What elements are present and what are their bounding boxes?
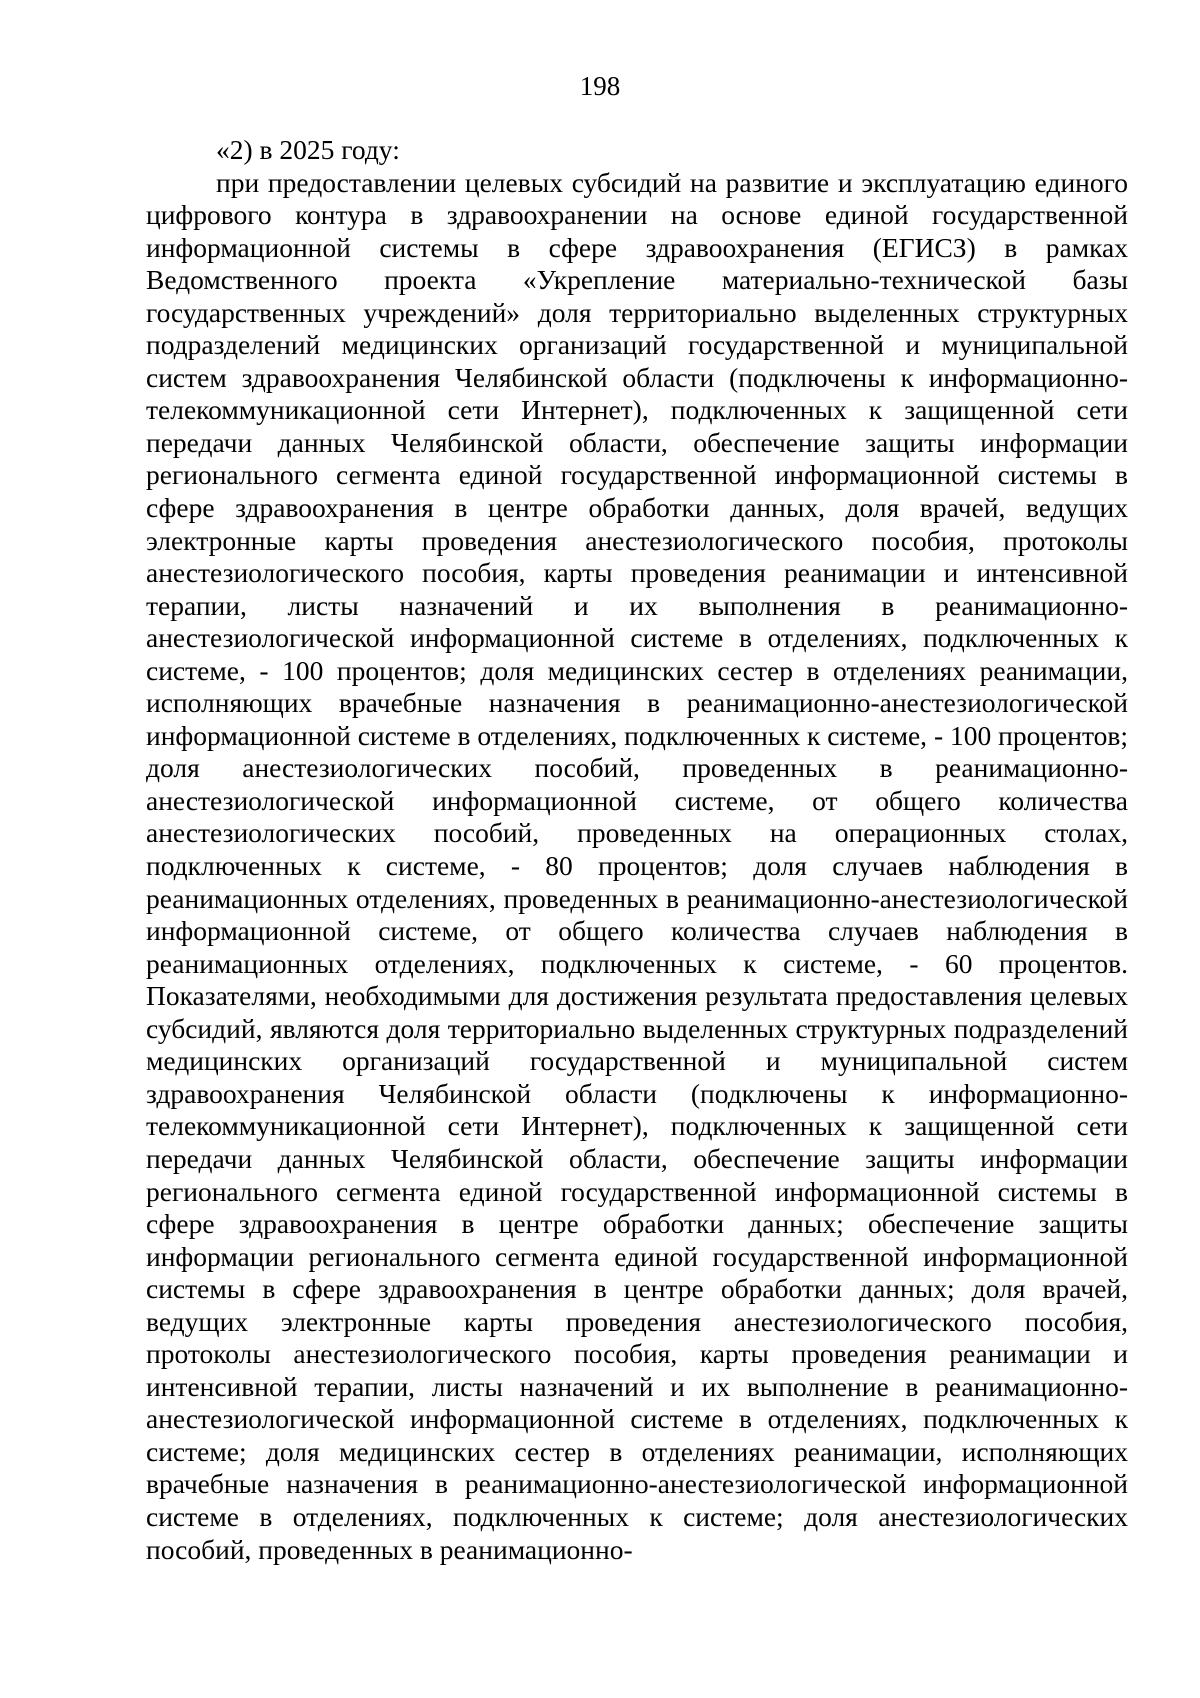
document-body: [146, 134, 1128, 1566]
section-intro-line: «2) в 2025 году:: [216, 134, 400, 165]
main-paragraph: при предоставлении целевых субсидий на развитие и эксплуатацию единого цифрового контура в здравоохранении на основе единой государственной информационной системы в сфере здравоохранения (ЕГИСЗ) в рамках Ведомственного проекта «Укрепление материально-технической базы государственных учреждений» доля территориально выделенных структурных подразделений медицинских организаций государственной и муниципальной систем здравоохранения Челябинской области (подключены к информационно-телекоммуникационной сети Интернет), подключенных к защищенной сети передачи данных Челябинской области, обеспечение защиты информации регионального сегмента единой государственной информационной системы в сфере здравоохранения в центре обработки данных, доля врачей, ведущих электронные карты проведения анестезиологического пособия, протоколы анестезиологического пособия, карты проведения реанимации и интенсивной терапии, листы назначений и их выполнения в реанимационно-анестезиологической информационной системе в отделениях, подключенных к системе, - 100 процентов; доля медицинских сестер в отделениях реанимации, исполняющих врачебные назначения в реанимационно-анестезиологической информационной системе в отделениях, подключенных к системе, - 100 процентов; доля анестезиологических пособий, проведенных в реанимационно-анестезиологической информационной системе, от общего количества анестезиологических пособий, проведенных на операционных столах, подключенных к системе, - 80 процентов; доля случаев наблюдения в реанимационных отделениях, проведенных в реанимационно-анестезиологической информационной системе, от общего количества случаев наблюдения в реанимационных отделениях, подключенных к системе, - 60 процентов. Показателями, необходимыми для достижения результата предоставления целевых субсидий, являются доля территориально выделенных структурных подразделений медицинских организаций государственной и муниципальной систем здравоохранения Челябинской области (подключены к информационно-телекоммуникационной сети Интернет), подключенных к защищенной сети передачи данных Челябинской области, обеспечение защиты информации регионального сегмента единой государственной информационной системы в сфере здравоохранения в центре обработки данных; обеспечение защиты информации регионального сегмента единой государственной информационной системы в сфере здравоохранения в центре обработки данных; доля врачей, ведущих электронные карты проведения анестезиологического пособия, протоколы анестезиологического пособия, карты проведения реанимации и интенсивной терапии, листы назначений и их выполнение в реанимационно-анестезиологической информационной системе в отделениях, подключенных к системе; доля медицинских сестер в отделениях реанимации, исполняющих врачебные назначения в реанимационно-анестезиологической информационной системе в отделениях, подключенных к системе; доля анестезиологических пособий, проведенных в реанимационно-: [146, 166, 1128, 1565]
page-number: 198: [579, 71, 621, 101]
